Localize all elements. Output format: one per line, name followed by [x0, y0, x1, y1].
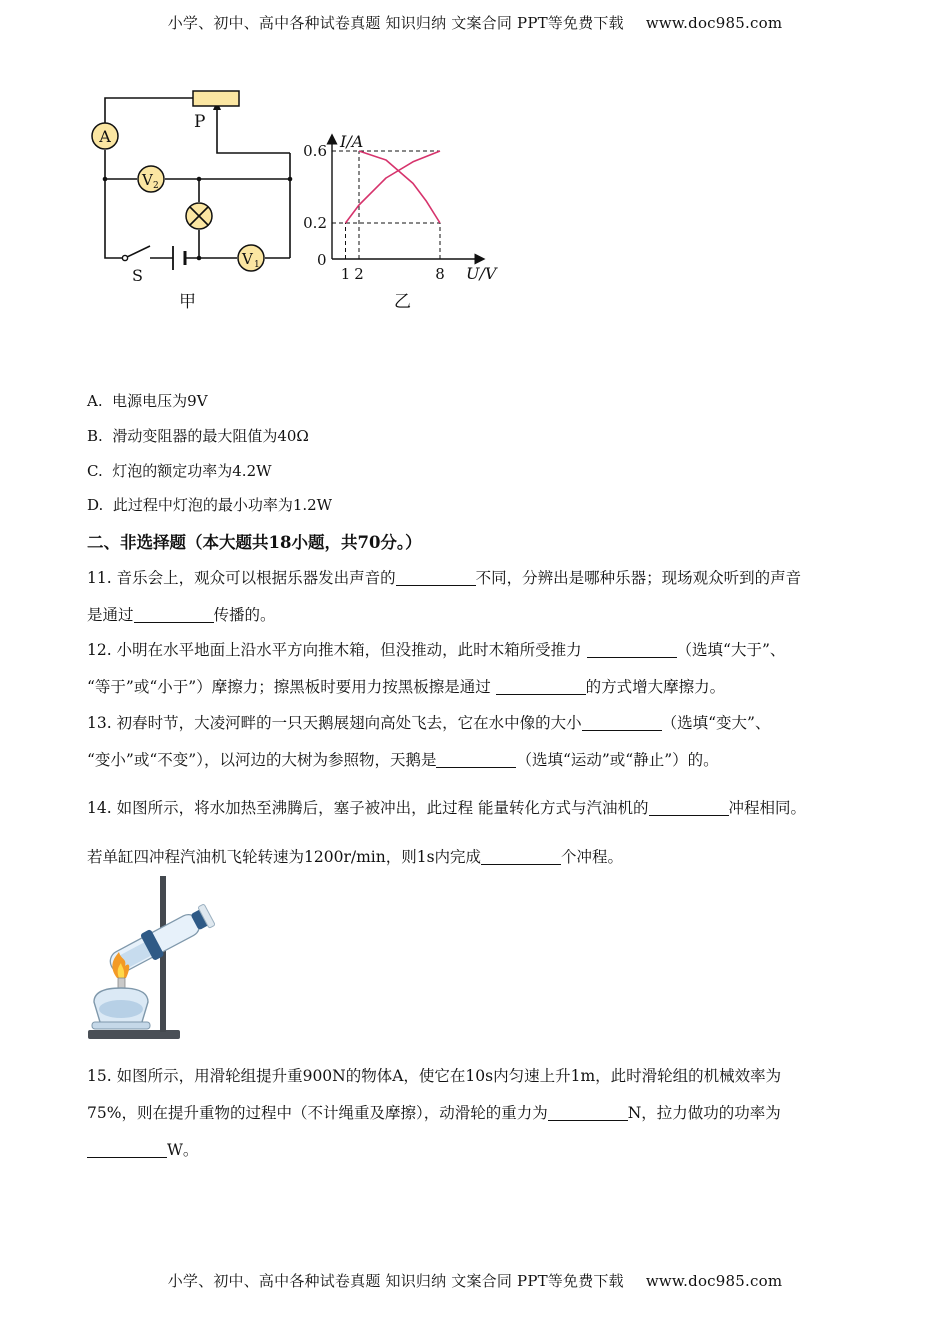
option-d-text: 此过程中灯泡的最小功率为1.2W: [112, 496, 333, 514]
stand-base: [88, 1030, 180, 1039]
option-a[interactable]: [87, 390, 208, 411]
ammeter-label: A: [99, 127, 111, 146]
rheostat: [193, 91, 239, 106]
header-text: 小学、初中、高中各种试卷真题 知识归纳 文案合同 PPT等免费下载: [167, 14, 624, 32]
x-tick-label-1: 2: [354, 265, 364, 283]
page-footer: [0, 1270, 950, 1291]
q13-text-1: 13. 初春时节，大凌河畔的一只天鹅展翅向高处飞去，它在水中像的大小: [87, 714, 582, 732]
x-axis-label: U/V: [466, 264, 497, 283]
q11-text-4: 传播的。: [213, 606, 276, 624]
q15-line1: 15. 如图所示，用滑轮组提升重900N的物体A，使它在10s内匀速上升1m，此时滑轮组的机械效率为: [87, 1067, 782, 1085]
option-c-text: 灯泡的额定功率为4.2W: [112, 462, 272, 480]
option-b-text: 滑动变阻器的最大阻值为40Ω: [112, 427, 309, 445]
q11-blank-1[interactable]: [396, 570, 476, 587]
q12-blank-1[interactable]: [587, 642, 677, 659]
q12-blank-2[interactable]: [496, 679, 586, 696]
q12-text-4: 的方式增大摩擦力。: [585, 678, 726, 696]
q15-line2: [87, 1101, 781, 1123]
q13-blank-2[interactable]: [436, 752, 516, 769]
option-d-letter: D.: [87, 496, 104, 514]
q14-text-1: 14. 如图所示，将水加热至沸腾后，塞子被冲出，此过程 能量转化方式与汽油机的: [87, 799, 649, 817]
q14-blank-2[interactable]: [481, 849, 561, 866]
q11-line2: [87, 603, 276, 625]
q13-text-2: （选填“变大”、: [661, 714, 771, 732]
q12-text-1: 12. 小明在水平地面上沿水平方向推木箱，但没推动，此时木箱所受推力: [87, 641, 582, 659]
q15-line3: [87, 1138, 198, 1160]
q14-blank-1[interactable]: [649, 800, 729, 817]
section-heading: 二、非选择题（本大题共18小题，共70分。）: [87, 533, 422, 552]
q15-blank-1[interactable]: [548, 1105, 628, 1122]
option-a-text: 电源电压为9V: [112, 392, 208, 410]
graph-caption: 乙: [394, 292, 411, 312]
v1-label: V: [242, 250, 253, 268]
option-d[interactable]: [87, 494, 332, 515]
q11-text-2: 不同，分辨出是哪种乐器；现场观众听到的声音: [475, 569, 802, 587]
q15-blank-2[interactable]: [87, 1142, 167, 1159]
q14-line2: [87, 845, 623, 867]
slider-label: P: [194, 112, 206, 132]
series-falling-line: [359, 151, 440, 223]
q13-blank-1[interactable]: [582, 715, 662, 732]
q12-line1: [87, 638, 785, 660]
q15-text-2: 75%，则在提升重物的过程中（不计绳重及摩擦），动滑轮的重力为: [87, 1104, 548, 1122]
q13-text-4: （选填“运动”或“静止”）的。: [516, 751, 719, 769]
q14-line1: [87, 796, 806, 818]
v1-subscript: 1: [254, 260, 260, 270]
q12-line2: [87, 675, 725, 697]
guide-lines: [332, 151, 440, 259]
option-c[interactable]: [87, 460, 272, 481]
v2-subscript: 2: [153, 181, 159, 191]
q12-text-2: （选填“大于”、: [676, 641, 786, 659]
q14-text-4: 个冲程。: [561, 848, 624, 866]
iu-graph: [300, 125, 525, 315]
q13-line2: [87, 748, 719, 770]
option-b-letter: B.: [87, 427, 103, 445]
q12-text-3: “等于”或“小于”）摩擦力；擦黑板时要用力按黑板擦是通过: [87, 678, 491, 696]
q13-line1: [87, 711, 770, 733]
q14-text-3: 若单缸四冲程汽油机飞轮转速为1200r/min，则1s内完成: [87, 848, 482, 866]
header-site[interactable]: www.doc985.com: [645, 14, 783, 32]
q15-text-4: W。: [167, 1141, 199, 1159]
option-c-letter: C.: [87, 462, 103, 480]
switch-pivot: [122, 255, 127, 260]
q11-line1: [87, 566, 801, 588]
heating-apparatus-illustration: [84, 872, 229, 1044]
option-a-letter: A.: [87, 392, 103, 410]
series-rising-line: [346, 151, 441, 223]
y-tick-label-1: 0.2: [303, 214, 327, 232]
q11-blank-2[interactable]: [134, 607, 214, 624]
footer-text: 小学、初中、高中各种试卷真题 知识归纳 文案合同 PPT等免费下载: [167, 1272, 624, 1290]
q14-text-2: 冲程相同。: [728, 799, 807, 817]
q11-text-1: 11. 音乐会上，观众可以根据乐器发出声音的: [87, 569, 396, 587]
option-b[interactable]: [87, 425, 309, 446]
x-tick-label-2: 8: [435, 265, 445, 283]
y-tick-label-0: 0.6: [303, 142, 327, 160]
series: [346, 151, 441, 223]
circuit-caption: 甲: [179, 292, 196, 312]
origin-label: 0: [317, 251, 327, 269]
x-tick-label-0: 1: [340, 265, 351, 283]
q13-text-3: “变小”或“不变”），以河边的大树为参照物，天鹅是: [87, 751, 437, 769]
y-axis-label: I/A: [340, 132, 364, 151]
q11-text-3: 是通过: [87, 606, 134, 624]
page-header: [0, 12, 950, 33]
battery: [173, 246, 185, 270]
footer-site[interactable]: www.doc985.com: [645, 1272, 783, 1290]
switch-label: S: [132, 266, 143, 285]
q15-text-3: N，拉力做功的功率为: [627, 1104, 781, 1122]
circuit-diagram: [80, 80, 310, 315]
v2-label: V: [142, 171, 153, 189]
